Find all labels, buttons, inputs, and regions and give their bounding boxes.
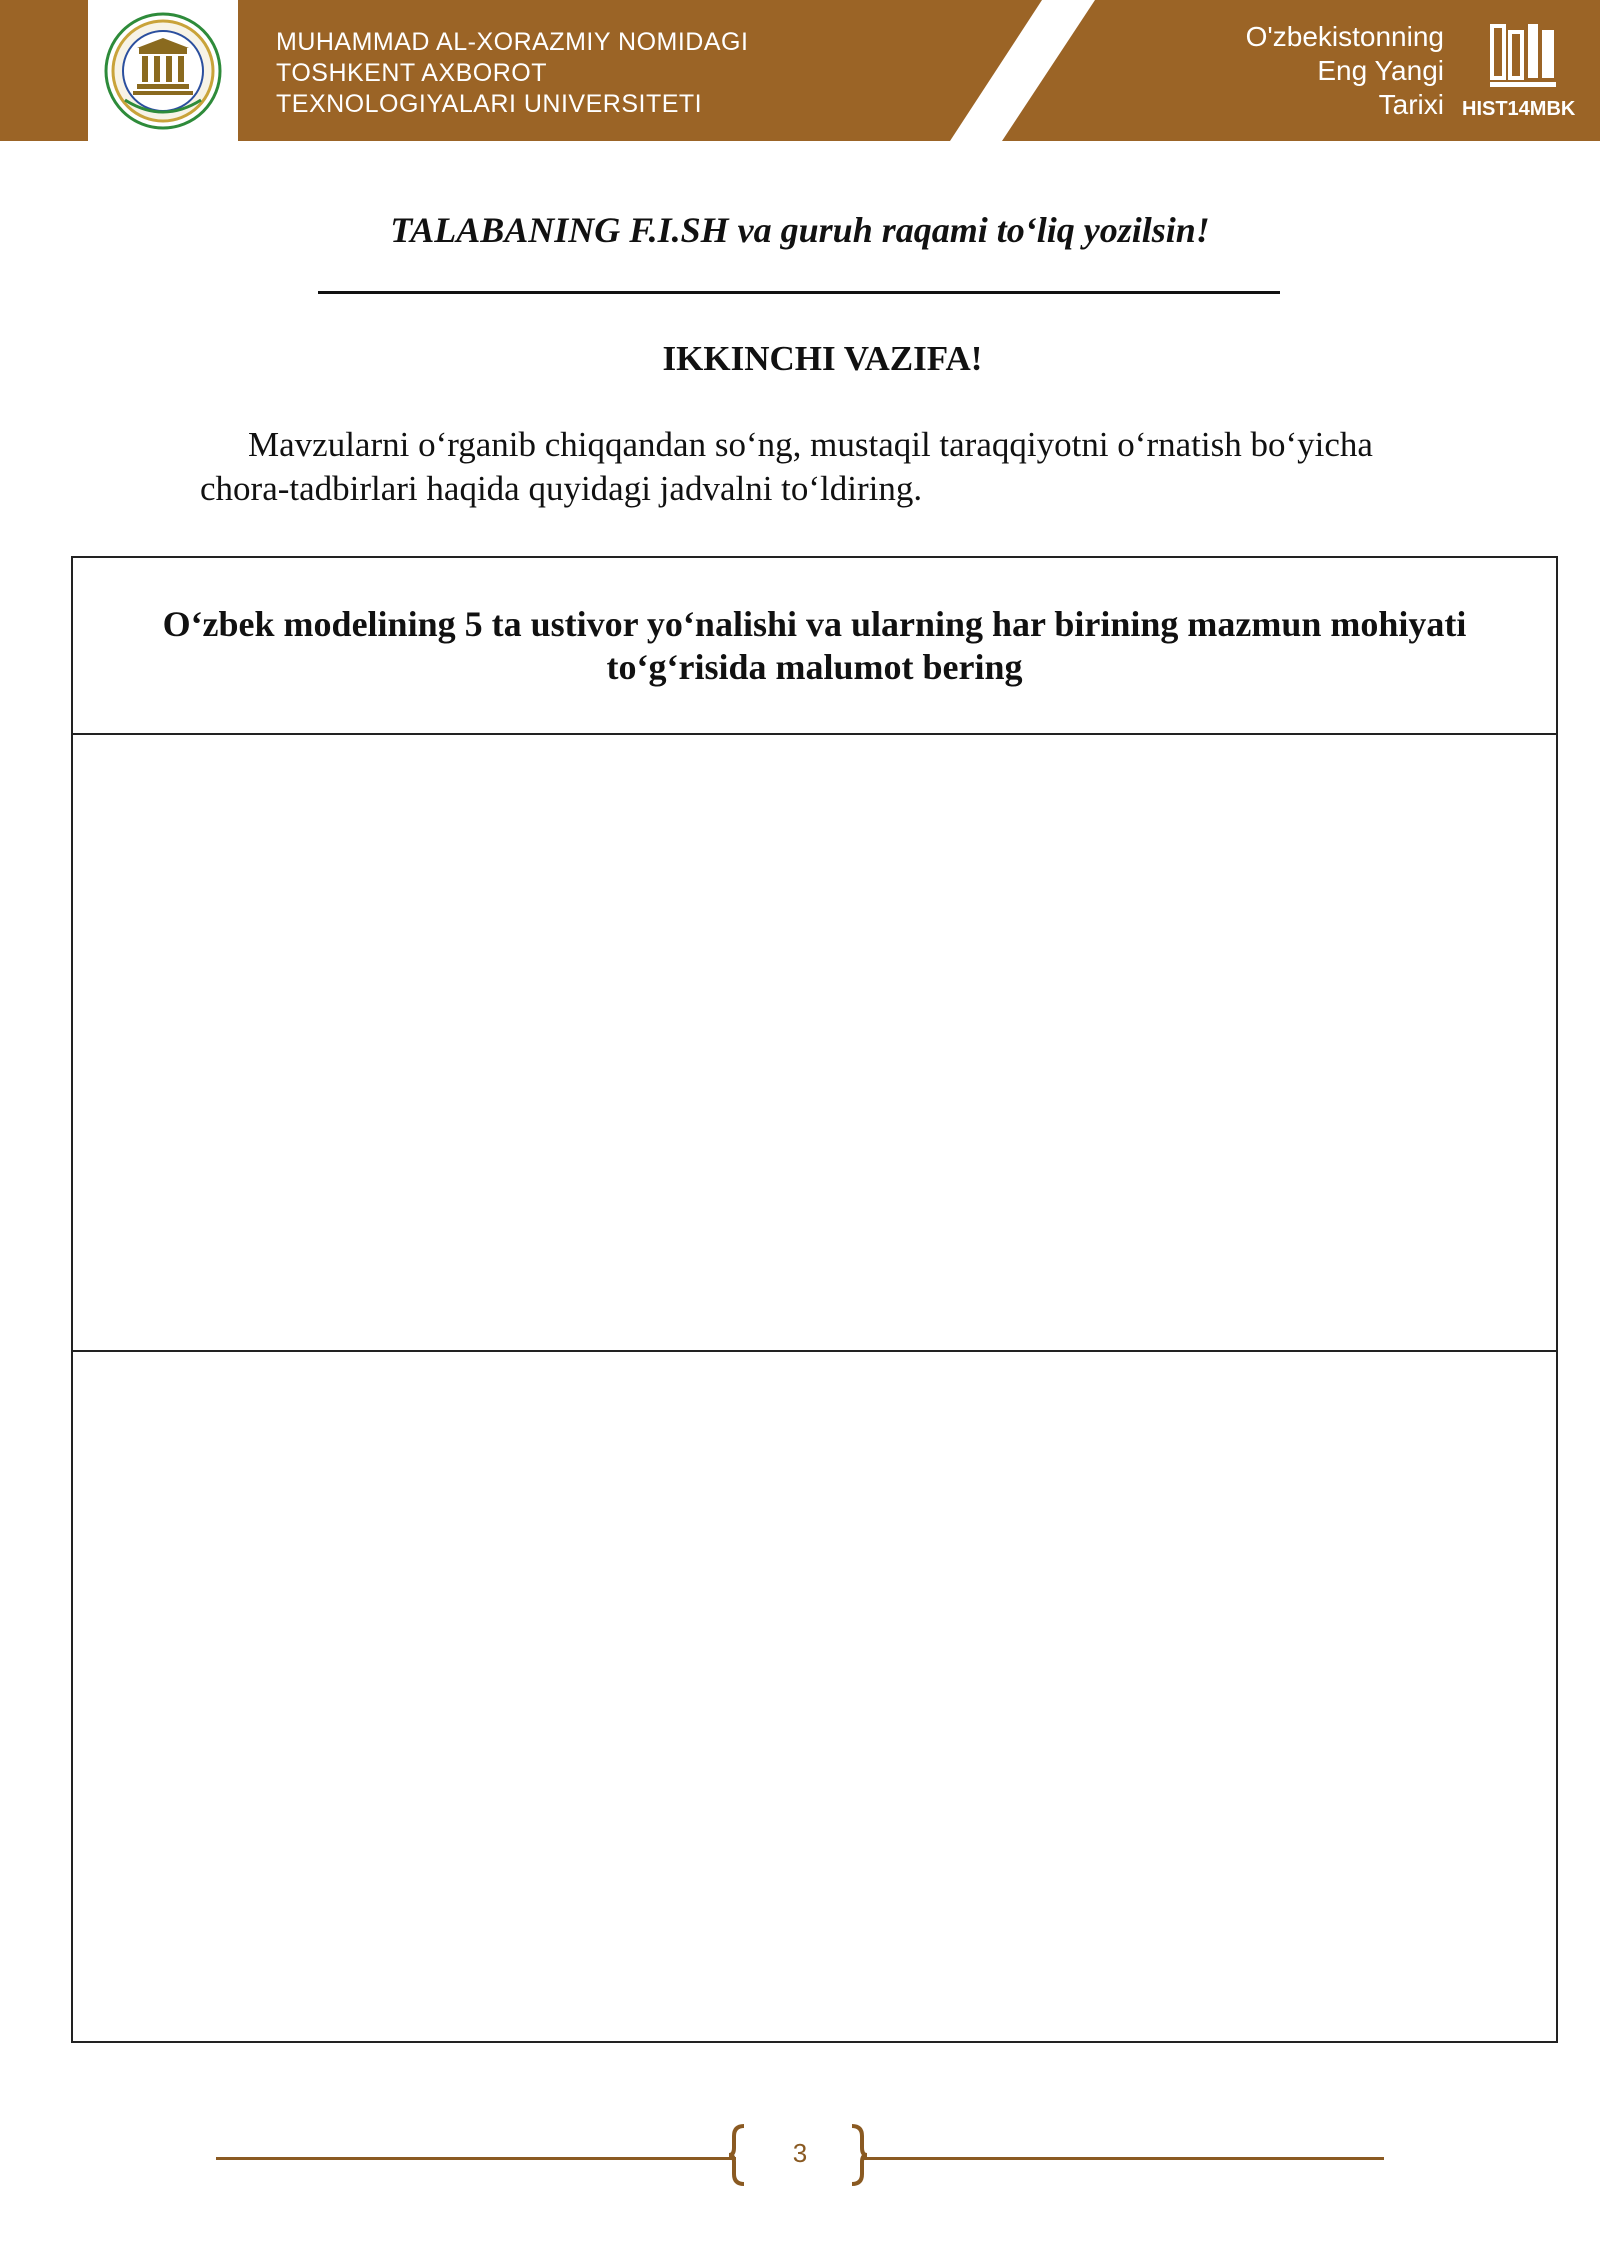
header-banner [0,0,1600,141]
course-title-line: O'zbekistonning [1245,21,1444,52]
university-seal-icon [103,12,223,130]
logo-container [88,0,238,141]
student-name-instruction: TALABANING F.I.SH va guruh raqami to‘liq yozilsin! [390,210,1210,250]
diagonal-stripe-decoration [930,0,1100,141]
university-name-line: TEXNOLOGIYALARI UNIVERSITETI [276,90,703,118]
right-brace-icon [848,2124,868,2186]
answer-table [71,556,1558,2043]
answer-cell[interactable] [73,1352,1556,2041]
university-name-line: MUHAMMAD AL-XORAZMIY NOMIDAGI [276,28,749,56]
name-entry-line [318,291,1280,294]
footer-rule-left [216,2157,736,2160]
course-title [1246,20,1444,122]
university-name-line: TOSHKENT AXBOROT [276,59,548,87]
footer-rule-right [862,2157,1384,2160]
table-header-cell: O‘zbek modelining 5 ta ustivor yo‘nalishi va ularning har birining mazmun mohiyati to‘g‘risida malumot bering [73,558,1556,735]
task-description: Mavzularni o‘rganib chiqqandan so‘ng, mustaqil taraqqiyotni o‘rnatish bo‘yicha chora-tadbirlari haqida quyidagi jadvalni to‘ldiring. [200,425,1373,508]
course-code: HIST14MBK [1462,98,1576,120]
university-name [276,27,748,120]
course-title-line: Tarixi [1378,89,1444,120]
books-icon [1488,22,1560,92]
left-brace-icon [728,2124,748,2186]
task-heading: IKKINCHI VAZIFA! [662,339,983,378]
course-title-line: Eng Yangi [1317,55,1444,86]
page-number: 3 [792,2138,808,2168]
answer-cell[interactable] [73,735,1556,1352]
